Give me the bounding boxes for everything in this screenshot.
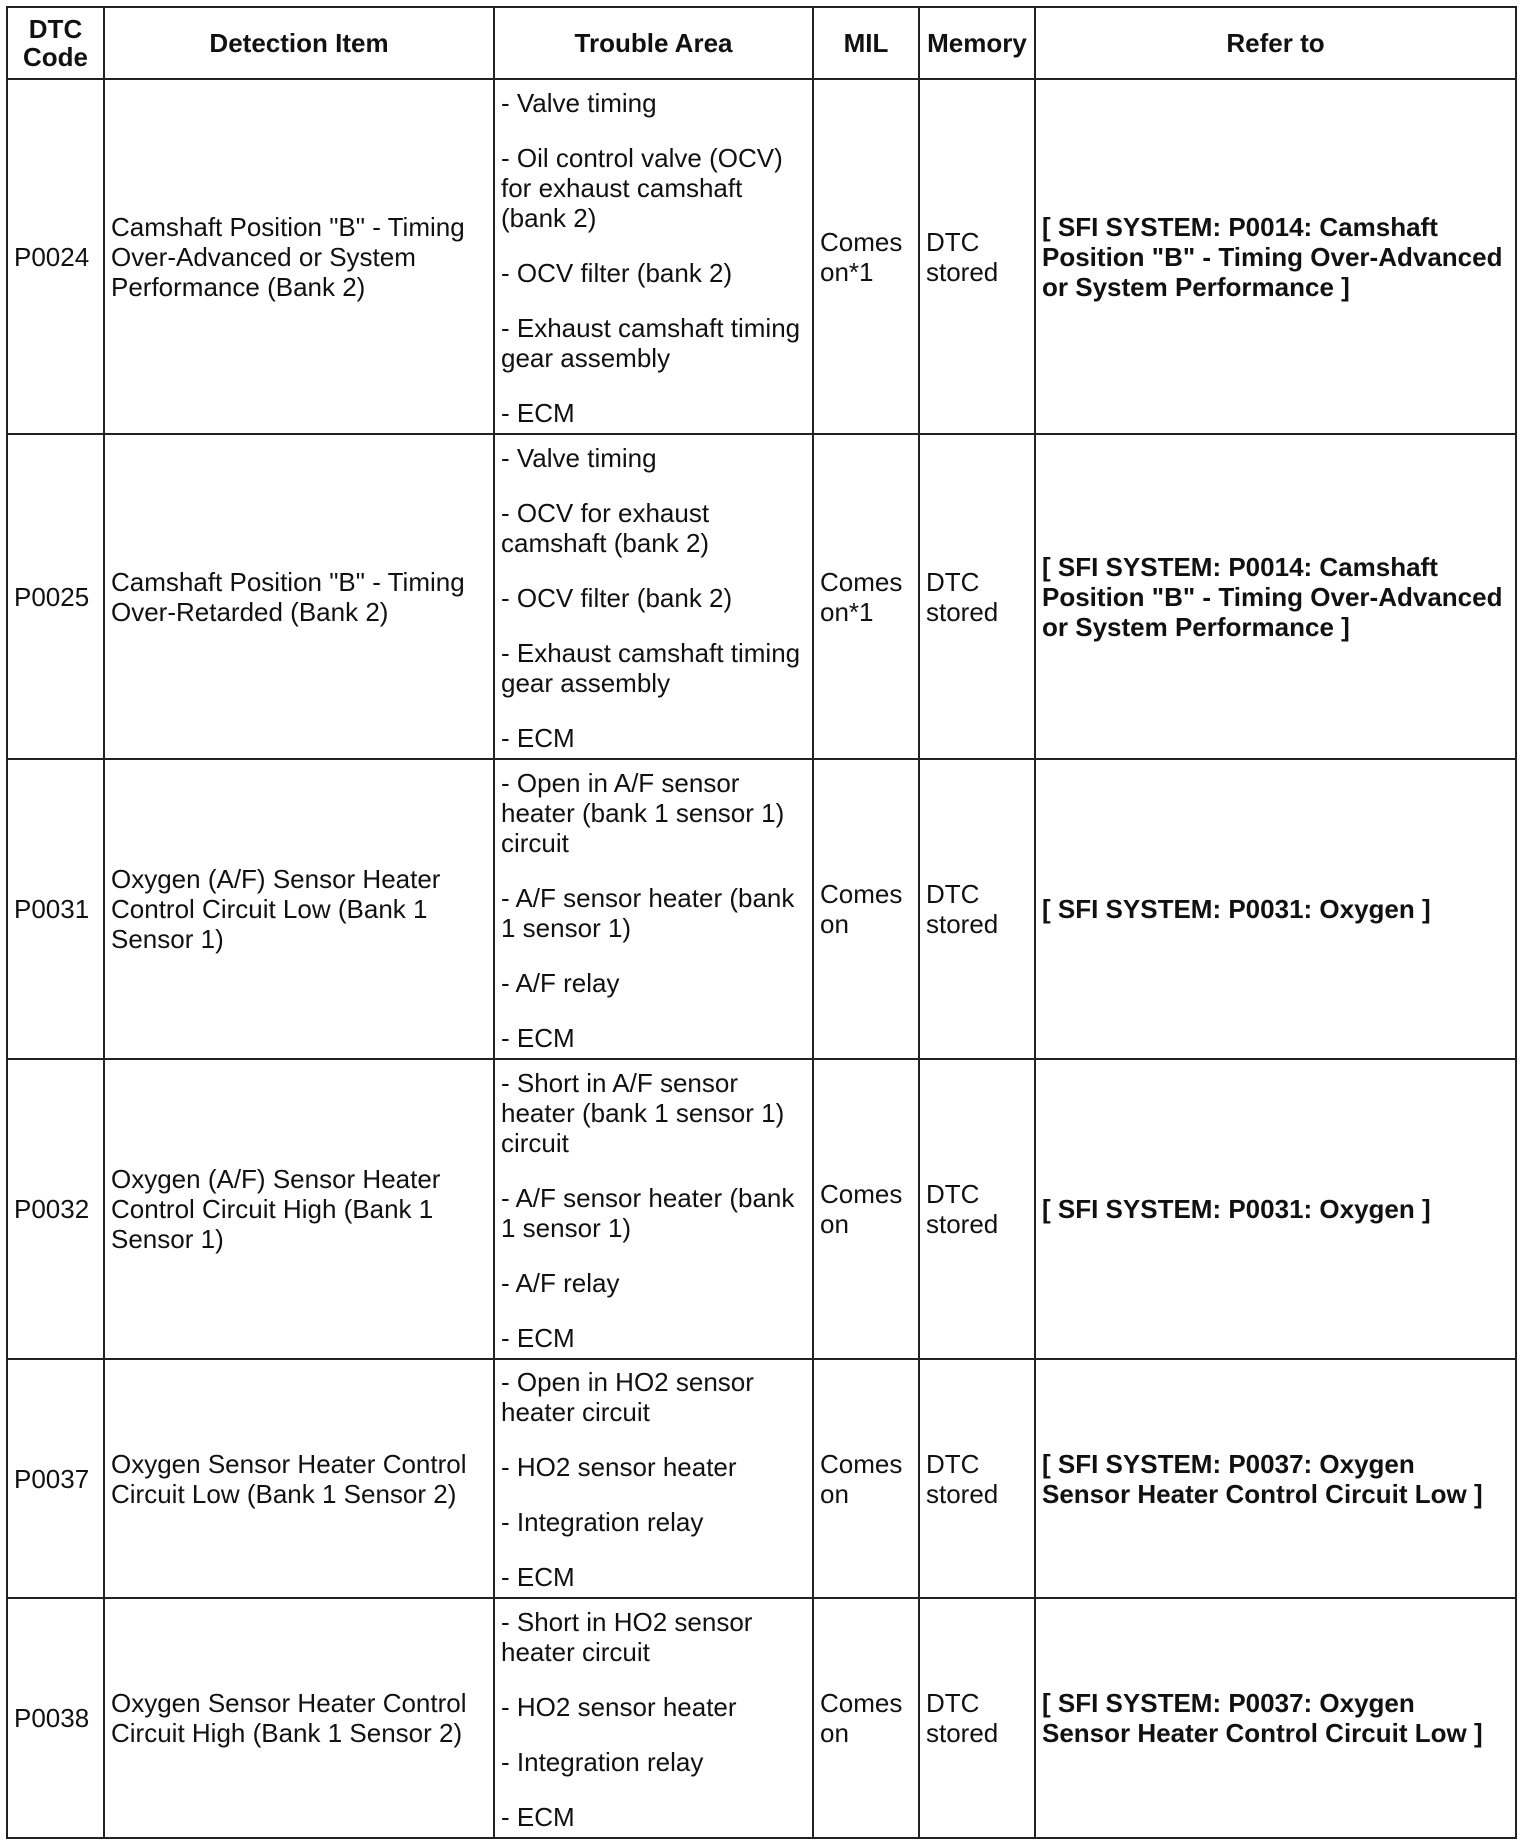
- dtc-table: [6, 6, 1517, 1839]
- refer-to-cell: [ SFI SYSTEM: P0031: Oxygen ]: [1035, 759, 1516, 1059]
- header-refer-to: Refer to: [1035, 7, 1516, 79]
- dtc-code-cell: P0037: [7, 1359, 104, 1598]
- memory-cell: DTC stored: [919, 434, 1035, 759]
- header-detection-item: Detection Item: [104, 7, 494, 79]
- table-header-row: [7, 7, 1516, 79]
- table-row: [7, 434, 1516, 759]
- trouble-area-item: - OCV filter (bank 2): [501, 257, 733, 288]
- table-row: [7, 1359, 1516, 1598]
- trouble-area-item: - A/F relay: [501, 967, 620, 998]
- trouble-area-item: - HO2 sensor heater: [501, 1452, 737, 1482]
- detection-item-cell: Camshaft Position "B" - Timing Over-Advanced or System Performance (Bank 2): [104, 79, 494, 434]
- memory-cell: DTC stored: [919, 1359, 1035, 1598]
- table-body: [7, 79, 1516, 1838]
- refer-to-cell: [ SFI SYSTEM: P0037: Oxygen Sensor Heater Control Circuit Low ]: [1035, 1598, 1516, 1838]
- trouble-area-item: - ECM: [501, 1322, 575, 1353]
- trouble-area-cell: [494, 434, 813, 759]
- table-row: [7, 1598, 1516, 1838]
- detection-item-cell: Oxygen Sensor Heater Control Circuit Low (Bank 1 Sensor 2): [104, 1359, 494, 1598]
- detection-item-cell: Oxygen Sensor Heater Control Circuit High (Bank 1 Sensor 2): [104, 1598, 494, 1838]
- trouble-area-item: - Valve timing: [501, 87, 657, 118]
- trouble-area-item: - ECM: [501, 1022, 575, 1053]
- refer-to-cell: [ SFI SYSTEM: P0031: Oxygen ]: [1035, 1059, 1516, 1359]
- trouble-area-cell: [494, 1059, 813, 1359]
- trouble-area-item: - OCV filter (bank 2): [501, 582, 733, 613]
- mil-cell: Comes on: [813, 1059, 919, 1359]
- header-trouble-area: Trouble Area: [494, 7, 813, 79]
- trouble-area-item: - A/F sensor heater (bank 1 sensor 1): [501, 1182, 795, 1243]
- trouble-area-cell: [494, 759, 813, 1059]
- trouble-area-item: - HO2 sensor heater: [501, 1691, 737, 1722]
- memory-cell: DTC stored: [919, 759, 1035, 1059]
- trouble-area-item: - Short in A/F sensor heater (bank 1 sensor 1) circuit: [501, 1067, 785, 1158]
- trouble-area-item: - ECM: [501, 1801, 575, 1832]
- trouble-area-item: - Valve timing: [501, 442, 657, 473]
- trouble-area-item: - Exhaust camshaft timing gear assembly: [501, 312, 801, 373]
- mil-cell: Comes on: [813, 1598, 919, 1838]
- mil-cell: Comes on*1: [813, 434, 919, 759]
- table-row: [7, 1059, 1516, 1359]
- trouble-area-item: - Short in HO2 sensor heater circuit: [501, 1606, 753, 1667]
- table-row: [7, 79, 1516, 434]
- detection-item-cell: Camshaft Position "B" - Timing Over-Retarded (Bank 2): [104, 434, 494, 759]
- dtc-code-cell: P0032: [7, 1059, 104, 1359]
- trouble-area-item: - Open in HO2 sensor heater circuit: [501, 1367, 754, 1427]
- mil-cell: Comes on*1: [813, 79, 919, 434]
- dtc-code-cell: P0024: [7, 79, 104, 434]
- trouble-area-item: - ECM: [501, 722, 575, 753]
- detection-item-cell: Oxygen (A/F) Sensor Heater Control Circuit High (Bank 1 Sensor 1): [104, 1059, 494, 1359]
- mil-cell: Comes on: [813, 759, 919, 1059]
- dtc-code-cell: P0025: [7, 434, 104, 759]
- trouble-area-cell: [494, 79, 813, 434]
- header-mil: MIL: [813, 7, 919, 79]
- refer-to-cell: [ SFI SYSTEM: P0014: Camshaft Position "B" - Timing Over-Advanced or System Performance ]: [1035, 79, 1516, 434]
- trouble-area-item: - Integration relay: [501, 1746, 704, 1777]
- detection-item-cell: Oxygen (A/F) Sensor Heater Control Circuit Low (Bank 1 Sensor 1): [104, 759, 494, 1059]
- table-row: [7, 759, 1516, 1059]
- header-dtc-code: DTC Code: [7, 7, 104, 79]
- refer-to-cell: [ SFI SYSTEM: P0014: Camshaft Position "B" - Timing Over-Advanced or System Performance ]: [1035, 434, 1516, 759]
- trouble-area-item: - Integration relay: [501, 1507, 704, 1537]
- trouble-area-item: - A/F sensor heater (bank 1 sensor 1): [501, 882, 795, 943]
- dtc-code-cell: P0031: [7, 759, 104, 1059]
- dtc-code-cell: P0038: [7, 1598, 104, 1838]
- refer-to-cell: [ SFI SYSTEM: P0037: Oxygen Sensor Heater Control Circuit Low ]: [1035, 1359, 1516, 1598]
- trouble-area-item: - Exhaust camshaft timing gear assembly: [501, 637, 801, 698]
- mil-cell: Comes on: [813, 1359, 919, 1598]
- header-memory: Memory: [919, 7, 1035, 79]
- trouble-area-item: - Open in A/F sensor heater (bank 1 sensor 1) circuit: [501, 767, 785, 858]
- memory-cell: DTC stored: [919, 1059, 1035, 1359]
- trouble-area-cell: [494, 1359, 813, 1598]
- trouble-area-item: - A/F relay: [501, 1267, 620, 1298]
- trouble-area-item: - ECM: [501, 1562, 575, 1592]
- trouble-area-item: - OCV for exhaust camshaft (bank 2): [501, 497, 710, 558]
- trouble-area-item: - ECM: [501, 397, 575, 428]
- memory-cell: DTC stored: [919, 79, 1035, 434]
- memory-cell: DTC stored: [919, 1598, 1035, 1838]
- trouble-area-cell: [494, 1598, 813, 1838]
- trouble-area-item: - Oil control valve (OCV) for exhaust camshaft (bank 2): [501, 142, 783, 233]
